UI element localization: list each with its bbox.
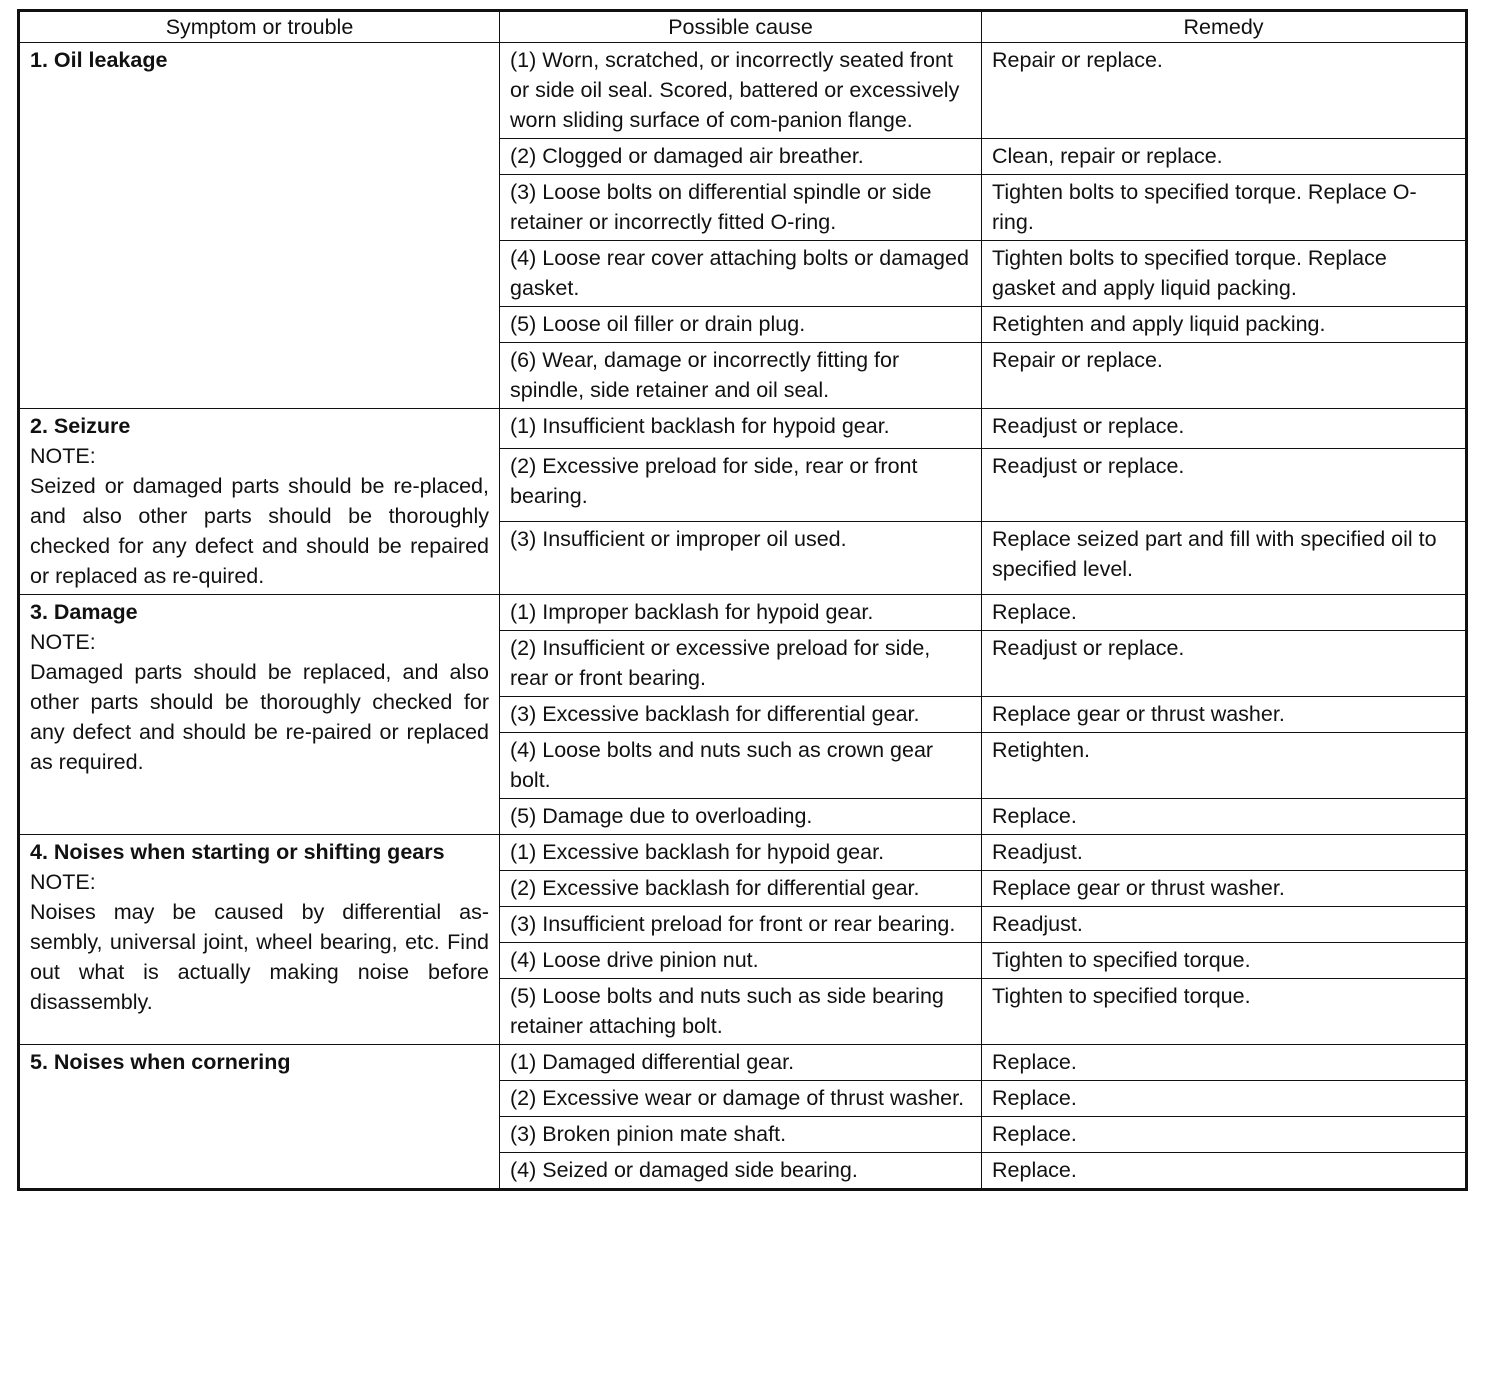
remedy-cell: Readjust or replace. [982,631,1467,697]
symptom-title: 1. Oil leakage [30,48,168,72]
table-row [19,835,1467,871]
header-symptom: Symptom or trouble [19,11,500,43]
remedy-cell: Replace. [982,595,1467,631]
note-text: Damaged parts should be replaced, and also other parts should be thoroughly checked for any defect and should be re-paired or replaced as required. [30,660,489,774]
remedy-cell: Replace. [982,1081,1467,1117]
cause-cell: (1) Damaged differential gear. [500,1045,982,1081]
symptom-title: 3. Damage [30,600,138,624]
remedy-cell: Retighten and apply liquid packing. [982,307,1467,343]
cause-cell: (2) Clogged or damaged air breather. [500,139,982,175]
table-body [19,43,1467,1190]
table-header [19,11,1467,43]
remedy-cell: Tighten to specified torque. [982,979,1467,1045]
remedy-cell: Clean, repair or replace. [982,139,1467,175]
header-cause: Possible cause [500,11,982,43]
remedy-cell: Tighten bolts to specified torque. Replace gasket and apply liquid packing. [982,241,1467,307]
cause-cell: (5) Damage due to overloading. [500,799,982,835]
cause-cell: (2) Insufficient or excessive preload for side, rear or front bearing. [500,631,982,697]
cause-cell: (2) Excessive wear or damage of thrust washer. [500,1081,982,1117]
cause-cell: (3) Insufficient preload for front or rear bearing. [500,907,982,943]
cause-cell: (3) Broken pinion mate shaft. [500,1117,982,1153]
cause-cell: (4) Loose rear cover attaching bolts or damaged gasket. [500,241,982,307]
symptom-cell [19,835,500,1045]
note-text: Noises may be caused by differential as-sembly, universal joint, wheel bearing, etc. Find out what is actually making noise before disassembly. [30,900,489,1014]
note-text: Seized or damaged parts should be re-placed, and also other parts should be thoroughly checked for any defect and should be repaired or replaced as re-quired. [30,474,489,588]
note-label: NOTE: [30,870,96,894]
remedy-cell: Replace seized part and fill with specified oil to specified level. [982,521,1467,594]
remedy-cell: Readjust. [982,835,1467,871]
cause-cell: (4) Seized or damaged side bearing. [500,1153,982,1190]
symptom-cell [19,1045,500,1190]
note-label: NOTE: [30,444,96,468]
cause-cell: (3) Excessive backlash for differential gear. [500,697,982,733]
remedy-cell: Tighten to specified torque. [982,943,1467,979]
note-label: NOTE: [30,630,96,654]
remedy-cell: Replace. [982,1117,1467,1153]
remedy-cell: Readjust or replace. [982,409,1467,449]
remedy-cell: Retighten. [982,733,1467,799]
symptom-title: 5. Noises when cornering [30,1050,291,1074]
remedy-cell: Tighten bolts to specified torque. Replace O-ring. [982,175,1467,241]
remedy-cell: Repair or replace. [982,343,1467,409]
cause-cell: (5) Loose bolts and nuts such as side bearing retainer attaching bolt. [500,979,982,1045]
cause-cell: (1) Insufficient backlash for hypoid gear. [500,409,982,449]
symptom-cell [19,409,500,595]
cause-cell: (4) Loose bolts and nuts such as crown gear bolt. [500,733,982,799]
cause-cell: (4) Loose drive pinion nut. [500,943,982,979]
remedy-cell: Replace. [982,799,1467,835]
remedy-cell: Replace. [982,1153,1467,1190]
cause-cell: (2) Excessive backlash for differential gear. [500,871,982,907]
table-row [19,1045,1467,1081]
remedy-cell: Readjust. [982,907,1467,943]
table-row [19,409,1467,449]
symptom-cell [19,595,500,835]
symptom-title: 2. Seizure [30,414,131,438]
symptom-cell [19,43,500,409]
table-row [19,595,1467,631]
remedy-cell: Readjust or replace. [982,448,1467,521]
cause-cell: (3) Insufficient or improper oil used. [500,521,982,594]
header-row [19,11,1467,43]
remedy-cell: Replace. [982,1045,1467,1081]
remedy-cell: Replace gear or thrust washer. [982,871,1467,907]
symptom-title: 4. Noises when starting or shifting gears [30,840,445,864]
cause-cell: (6) Wear, damage or incorrectly fitting for spindle, side retainer and oil seal. [500,343,982,409]
cause-cell: (3) Loose bolts on differential spindle or side retainer or incorrectly fitted O-ring. [500,175,982,241]
header-remedy: Remedy [982,11,1467,43]
cause-cell: (5) Loose oil filler or drain plug. [500,307,982,343]
cause-cell: (1) Excessive backlash for hypoid gear. [500,835,982,871]
cause-cell: (1) Worn, scratched, or incorrectly seated front or side oil seal. Scored, battered or excessively worn sliding surface of com-panion flange. [500,43,982,139]
cause-cell: (1) Improper backlash for hypoid gear. [500,595,982,631]
remedy-cell: Replace gear or thrust washer. [982,697,1467,733]
table-row [19,43,1467,139]
remedy-cell: Repair or replace. [982,43,1467,139]
cause-cell: (2) Excessive preload for side, rear or front bearing. [500,448,982,521]
troubleshooting-table [17,9,1468,1191]
